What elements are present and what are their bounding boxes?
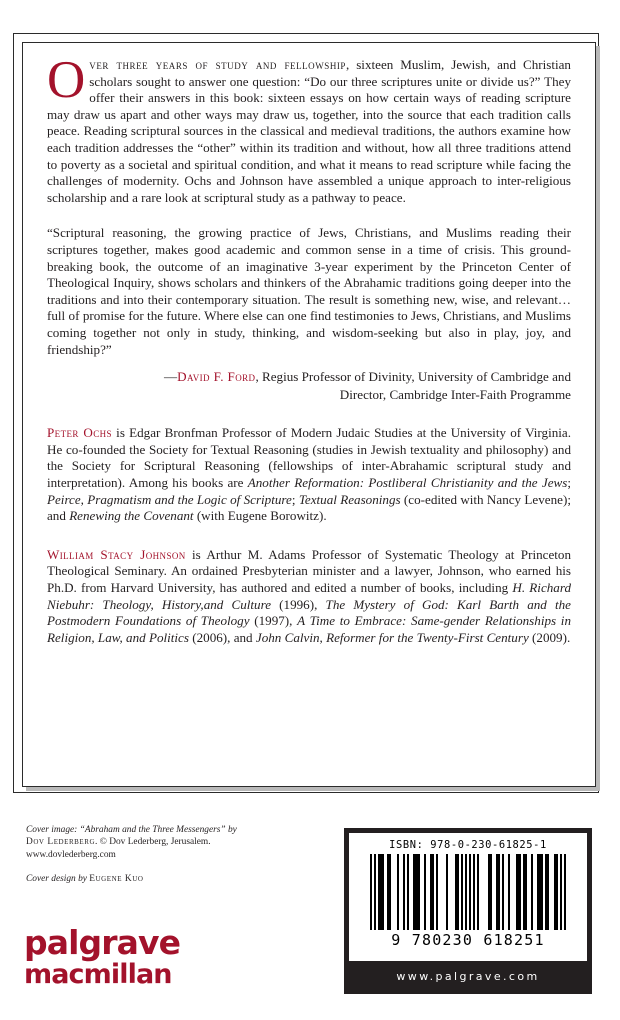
author-bio-ochs — [47, 425, 571, 525]
ochs-book-title-2: Peirce, Pragmatism and the Logic of Scripture — [47, 491, 292, 507]
johnson-bio-paragraph — [47, 547, 571, 647]
johnson-bio-part1: is Arthur M. Adams Professor of Systematic Theology at Princeton Theological Seminary. An ordained Presbyterian minister and a lawyer, Johnson, who earned his Ph.D. from Harvard University, has authored and edited a number of books, including — [47, 546, 571, 596]
logo-line-palgrave: palgrave — [24, 923, 181, 962]
cover-artist-website: www.dovlederberg.com — [26, 849, 116, 860]
blurb-paragraph — [47, 51, 571, 206]
blurb-lead-smallcaps: ver three years of study and fellowship — [89, 57, 346, 72]
ochs-book-title-1: Another Reformation: Postliberal Christianity and the Jews — [247, 475, 568, 491]
cover-designer-name: Eugene Kuo — [89, 874, 144, 885]
ochs-name: Peter Ochs — [47, 425, 112, 441]
ochs-bio-paragraph — [47, 425, 571, 525]
barcode-bars — [370, 854, 566, 930]
ochs-sep-2: ; — [291, 491, 299, 507]
ochs-bio-part2: (co-edited with Nancy Levene); and — [47, 491, 571, 524]
cover-artist-name: Dov Lederberg — [26, 837, 96, 848]
cover-design-label: Cover design by — [26, 874, 90, 885]
cover-image-credit — [26, 824, 326, 861]
cover-credits — [26, 824, 326, 886]
endorsement-block — [47, 225, 571, 403]
ochs-book-title-4: Renewing the Covenant — [69, 508, 194, 524]
cover-design-credit — [26, 873, 326, 885]
drop-cap: O — [47, 51, 86, 109]
johnson-year-3: (2006), and — [188, 629, 256, 645]
johnson-book-title-1: H. Richard Niebuhr: Theology, History,and Culture — [47, 580, 572, 612]
logo-line-macmillan: macmillan — [24, 959, 172, 990]
cover-copyright: . © Dov Lederberg, Jerusalem. — [95, 837, 211, 848]
ochs-sep-1: ; — [567, 475, 572, 491]
attribution-dash: — — [164, 369, 178, 385]
palgrave-macmillan-logo — [24, 923, 181, 990]
endorsement-attribution — [47, 369, 571, 386]
ochs-bio-part3: (with Eugene Borowitz). — [193, 508, 327, 524]
johnson-book-title-2: The Mystery of God: Karl Barth and the Postmodern Foundations of Theology — [47, 596, 571, 629]
isbn-text: ISBN: 978-0-230-61825-1 — [389, 839, 547, 851]
ochs-book-title-3: Textual Reasonings — [298, 491, 401, 507]
johnson-year-1: (1996), — [271, 596, 326, 612]
author-bio-johnson — [47, 547, 571, 647]
johnson-book-title-4: John Calvin, Reformer for the Twenty-First Century — [255, 629, 529, 645]
cover-image-label: Cover image: “Abraham and the Three Messengers” by — [26, 825, 237, 835]
attribution-title-line1: , Regius Professor of Divinity, University of Cambridge and — [255, 369, 571, 385]
attribution-title-line2: Director, Cambridge Inter-Faith Programme — [339, 386, 571, 402]
palgrave-website-url: www.palgrave.com — [396, 970, 540, 983]
johnson-name: William Stacy Johnson — [47, 546, 186, 562]
endorsement-quote: “Scriptural reasoning, the growing practice of Jews, Christians, and Muslims reading their scriptures together, makes good academic and common sense in a time of crisis. This ground-breaking book, the outcome of an imaginative 3-year experiment by the Princeton Center of Theological Inquiry, shows scholars and thinkers of the Abrahamic traditions going deeper into the traditions and into their contemporary situation. The result is something new, wise, and relevant… full of promise for the future. Where else can one find testimonies to Jews, Christians, and Muslims coming together not only in study, thinking, and wisdom-seeking but also in play, joy, and friendship?” — [47, 225, 571, 357]
ochs-bio-part1: is Edgar Bronfman Professor of Modern Judaic Studies at the University of Virginia. He co-founded the Society for Textual Reasoning (studies in Jewish textuality and philosophy) and the Society for Scriptural Reasoning (fellowships of inter-Abrahamic scriptural study and interpretation). Among his books are — [47, 425, 571, 491]
barcode-number: 9 780230 618251 — [391, 931, 545, 949]
attribution-name: David F. Ford — [177, 369, 256, 385]
johnson-book-title-3: A Time to Embrace: Same-gender Relationships in Religion, Law, and Politics — [47, 613, 571, 645]
barcode-panel — [344, 828, 592, 994]
johnson-year-4: (2009). — [528, 629, 571, 645]
blurb-body-text: , sixteen Muslim, Jewish, and Christian scholars sought to answer one question: “Do our three scriptures unite or divide us?” They offer their answers in this book: sixteen essays on how certain ways of reading scripture may draw us apart and other ways may draw us, together, into the source that each tradition calls peace. Reading scriptural sources in the classical and medieval traditions, the authors examine how each tradition addresses the “other” within its tradition and without, how all three traditions attend to poverty as a societal and spiritual condition, and what it means to read scripture while facing the challenges of modernity. Ochs and Johnson have assembled a unique approach to inter-religious scholarship and a rare look at scriptural study as a pathway to peace. — [47, 57, 571, 205]
back-cover-text-panel — [22, 42, 596, 787]
barcode-area — [349, 833, 587, 961]
johnson-year-2: (1997), — [249, 613, 298, 629]
